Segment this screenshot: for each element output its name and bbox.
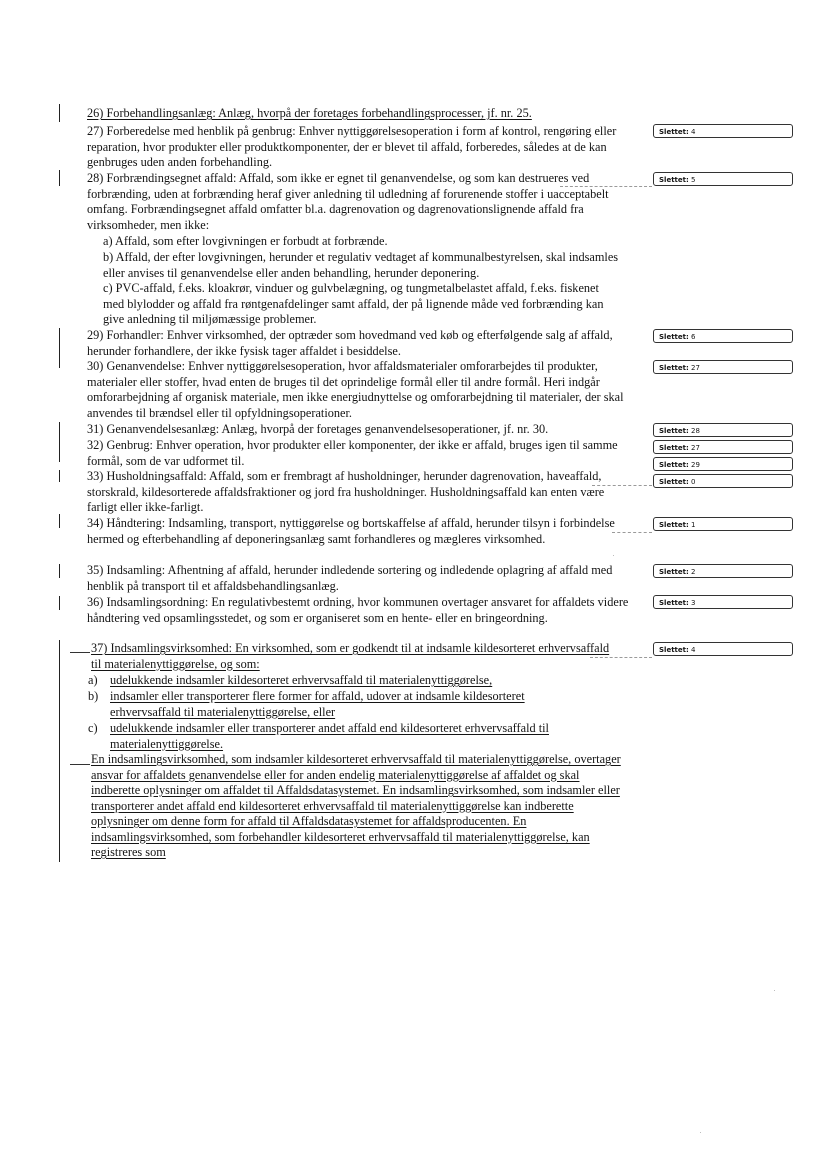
definition-37-marker-a: a) (88, 673, 98, 687)
deletion-comment[interactable] (653, 423, 793, 437)
comment-value: 0 (691, 478, 696, 486)
scan-speck (700, 1132, 701, 1133)
comment-value: 27 (691, 444, 700, 452)
deletion-comment[interactable] (653, 172, 793, 186)
comment-value: 5 (691, 176, 696, 184)
definition-33: 33) Husholdningsaffald: Affald, som er frembragt af husholdninger, herunder dagrenovation, haveaffald, storskrald, kildesorterede affaldsfraktioner og jord fra husholdninger. Husholdningsaffald kan enten være farligt eller ikke-farligt. (87, 469, 605, 514)
comment-label: Slettet: (659, 568, 689, 576)
comment-value: 3 (691, 599, 696, 607)
comment-label: Slettet: (659, 444, 689, 452)
deletion-comment[interactable] (653, 457, 793, 471)
comment-connector (592, 485, 652, 486)
definition-37: 37) Indsamlingsvirksomhed: En virksomhed, som er godkendt til at indsamle kildesorteret erhvervsaffald til materialenyttiggørelse, og som: (91, 641, 610, 671)
comment-label: Slettet: (659, 646, 689, 654)
comment-value: 4 (691, 646, 696, 654)
comment-label: Slettet: (659, 333, 689, 341)
comment-label: Slettet: (659, 128, 689, 136)
deletion-comment[interactable] (653, 517, 793, 531)
definition-26: 26) Forbehandlingsanlæg: Anlæg, hvorpå der foretages forbehandlingsprocesser, jf. nr. 25. (87, 106, 532, 120)
definition-28-item-b: b) Affald, der efter lovgivningen, herunder et regulativ vedtaget af kommunalbestyrelsen, skal indsamles eller anvises til genanvendelse eller anden behandling, herunder deponering. (103, 250, 619, 280)
change-bar (59, 170, 60, 186)
definition-35: 35) Indsamling: Afhentning af affald, herunder indledende sortering og indledende oplagring af affald med henblik på transport til et affaldsbehandlingsanlæg. (87, 563, 613, 593)
change-bar (59, 470, 60, 482)
definition-28-item-c: c) PVC-affald, f.eks. kloakrør, vinduer og gulvbelægning, og tungmetalbelastet affald, f.eks. fiskenet med blylodder og affald fra røntgenafdelinger samt affald, der på lignende måde ved forbrænding kan give anledning til miljømæssige problemer. (103, 281, 604, 326)
definition-37-marker-b: b) (88, 689, 99, 703)
comment-connector (560, 186, 652, 187)
definition-30: 30) Genanvendelse: Enhver nyttiggørelsesoperation, hvor affaldsmaterialer omforarbejdes til produkter, materialer eller stoffer, hvad enten de bruges til det oprindelige formål eller til andre formål. Heri indgår omforarbejdning af organisk materiale, men ikke energiudnyttelse og omforarbejdning til materialer, der skal anvendes til brændsel eller til opfyldningsoperationer. (87, 359, 624, 420)
comment-value: 2 (691, 568, 696, 576)
comment-value: 6 (691, 333, 696, 341)
definition-37-item-b: indsamler eller transporterer flere former for affald, udover at indsamle kildesorteret erhvervsaffald til materialenyttiggørelse, eller (110, 689, 525, 719)
change-bar (59, 514, 60, 528)
comment-connector (590, 657, 652, 658)
deletion-comment[interactable] (653, 440, 793, 454)
scan-speck (613, 555, 614, 556)
comment-label: Slettet: (659, 461, 689, 469)
definition-28-item-a: a) Affald, som efter lovgivningen er forbudt at forbrænde. (103, 234, 388, 248)
comment-value: 28 (691, 427, 700, 435)
scan-speck (774, 990, 775, 991)
comment-label: Slettet: (659, 427, 689, 435)
definition-36: 36) Indsamlingsordning: En regulativbestemt ordning, hvor kommunen overtager ansvaret for affaldets videre håndtering ved opsamlingsstedet, og som er organiseret som en hente- eller en bringeordning. (87, 595, 629, 625)
definition-37-paragraph: En indsamlingsvirksomhed, som indsamler kildesorteret erhvervsaffald til materialenyttiggørelse, overtager ansvar for affaldets genanvendelse eller for anden endelig materialenyttiggørelse af affaldet og skal indberette oplysninger om affaldet til Affaldsdatasystemet. En indsamlingsvirksomhed, som indsamler eller transporterer andet affald end kildesorteret erhvervsaffald til materialenyttiggørelse kan indberette oplysninger om denne form for affald til Affaldsdatasystemet for affaldsproducenten. En indsamlingsvirksomhed, som forbehandler kildesorteret erhvervsaffald til materialenyttiggørelse, kan registreres som (91, 752, 621, 859)
comment-value: 29 (691, 461, 700, 469)
comment-label: Slettet: (659, 176, 689, 184)
definition-27: 27) Forberedelse med henblik på genbrug: Enhver nyttiggørelsesoperation i form af kontrol, rengøring eller reparation, hvor produkter eller produktkomponenter, der er blevet til affald, forberedes, således at de kan genbruges uden anden forbehandling. (87, 124, 617, 169)
insertion-leader-line (70, 764, 90, 765)
insertion-leader-line (70, 652, 90, 653)
comment-value: 27 (691, 364, 700, 372)
definition-31: 31) Genanvendelsesanlæg: Anlæg, hvorpå der foretages genanvendelsesoperationer, jf. nr. 30. (87, 422, 549, 436)
definition-28: 28) Forbrændingsegnet affald: Affald, som ikke er egnet til genanvendelse, og som kan destrueres ved forbrænding, uden at forbrænding heraf giver anledning til udledning af forurenende stoffer i uacceptabelt omfang. Forbrændingsegnet affald omfatter bl.a. dagrenovation og dagrenovationslignende affald fra virksomheder, men ikke: (87, 171, 609, 232)
deletion-comment[interactable] (653, 642, 793, 656)
change-bar (59, 596, 60, 610)
definition-29: 29) Forhandler: Enhver virksomhed, der optræder som hovedmand ved køb og efterfølgende salg af affald, herunder forhandlere, der ikke fysisk tager affaldet i besiddelse. (87, 328, 613, 358)
deletion-comment[interactable] (653, 329, 793, 343)
definition-34: 34) Håndtering: Indsamling, transport, nyttiggørelse og bortskaffelse af affald, herunder tilsyn i forbindelse hermed og efterbehandling af deponeringsanlæg samt forhandleres og mægleres virksomhed. (87, 516, 615, 546)
comment-label: Slettet: (659, 364, 689, 372)
change-bar (59, 422, 60, 462)
deletion-comment[interactable] (653, 124, 793, 138)
change-bar (59, 328, 60, 368)
change-bar (59, 640, 60, 862)
deletion-comment[interactable] (653, 474, 793, 488)
change-bar (59, 564, 60, 578)
change-bar (59, 104, 60, 122)
deletion-comment[interactable] (653, 595, 793, 609)
comment-label: Slettet: (659, 478, 689, 486)
definition-37-item-c: udelukkende indsamler eller transporterer andet affald end kildesorteret erhvervsaffald til materialenyttiggørelse. (110, 721, 549, 751)
comment-value: 1 (691, 521, 696, 529)
definition-37-marker-c: c) (88, 721, 98, 735)
comment-label: Slettet: (659, 599, 689, 607)
comment-connector (612, 532, 652, 533)
deletion-comment[interactable] (653, 564, 793, 578)
definition-37-item-a: udelukkende indsamler kildesorteret erhvervsaffald til materialenyttiggørelse, (110, 673, 493, 687)
deletion-comment[interactable] (653, 360, 793, 374)
comment-value: 4 (691, 128, 696, 136)
comment-label: Slettet: (659, 521, 689, 529)
definition-32: 32) Genbrug: Enhver operation, hvor produkter eller komponenter, der ikke er affald, bruges igen til samme formål, som de var udformet til. (87, 438, 618, 468)
